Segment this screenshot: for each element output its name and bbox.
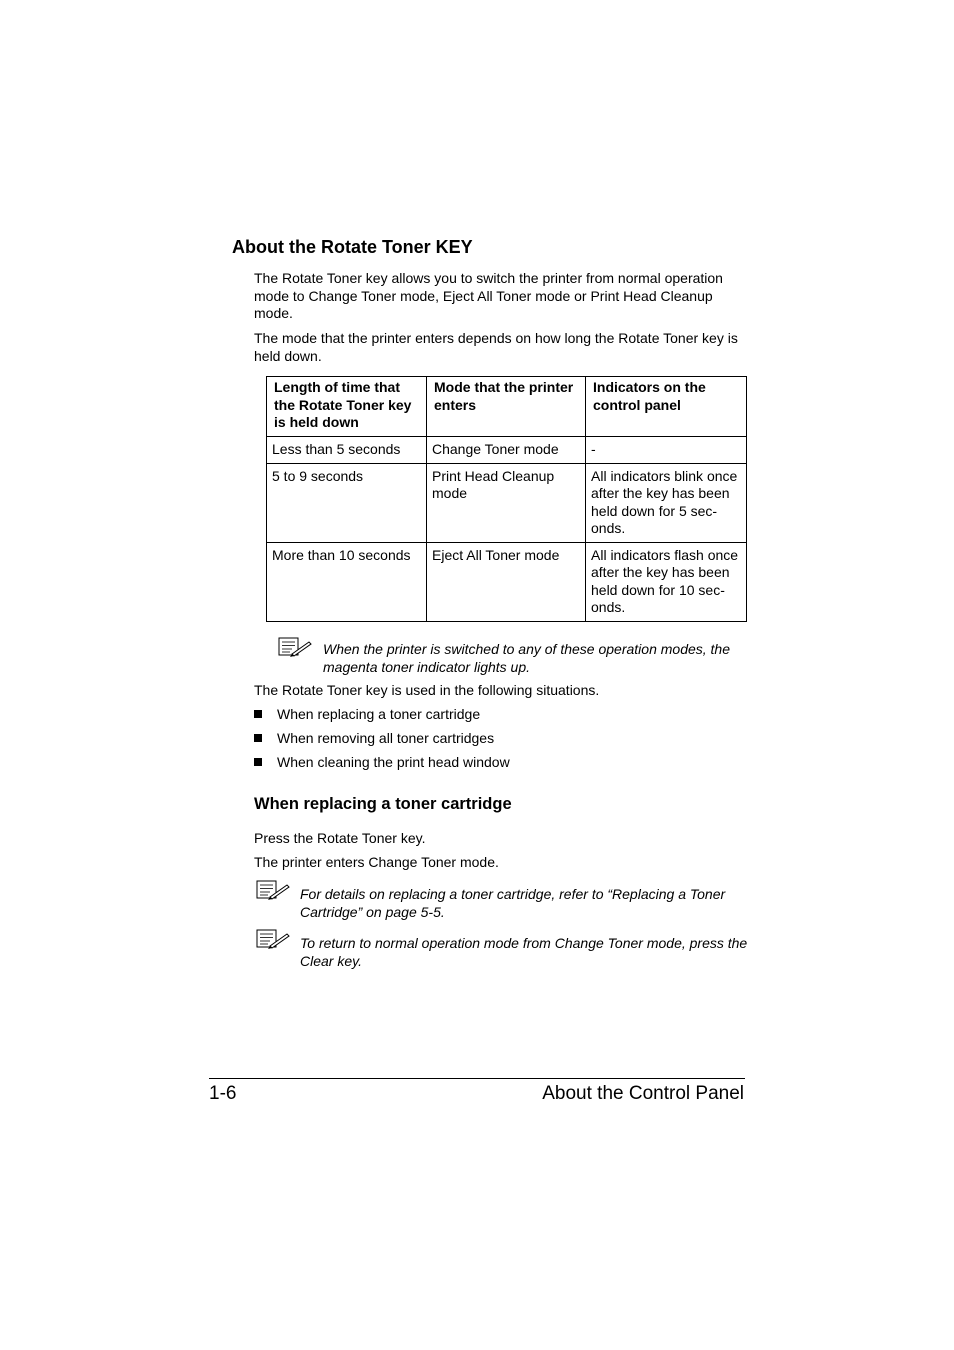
rotate-toner-modes-table: [266, 376, 747, 622]
table-cell: Print Head Cleanup mode: [427, 463, 586, 542]
table-cell: Change Toner mode: [427, 437, 586, 464]
table-header-cell: Length of time that the Rotate Toner key is held down: [267, 377, 427, 437]
list-item-text: When removing all toner cartridges: [277, 730, 495, 746]
note-pencil-icon: [256, 929, 290, 956]
table-row: [267, 463, 747, 542]
chapter-title: About the Control Panel: [542, 1083, 744, 1104]
table-header-cell: Indicators on the control panel: [586, 377, 747, 437]
table-cell: All indicators flash once after the key has been held down for 10 sec-onds.: [586, 542, 747, 621]
note-text: When the printer is switched to any of these operation modes, the magenta toner indicator lights up.: [323, 641, 731, 675]
note-text: To return to normal operation mode from Change Toner mode, press the Clear key.: [300, 935, 748, 969]
subsection-title: When replacing a toner cartridge: [254, 795, 512, 813]
table-header-cell: Mode that the printer enters: [427, 377, 586, 437]
usage-intro: The Rotate Toner key is used in the following situations.: [254, 682, 600, 698]
table-row: [267, 542, 747, 621]
note-pencil-icon: [278, 637, 312, 664]
note-text: For details on replacing a toner cartridge, refer to “Replacing a Toner Cartridge” on page 5-5.: [300, 886, 726, 920]
footer-divider: [209, 1078, 745, 1079]
section-title: About the Rotate Toner KEY: [232, 237, 473, 257]
list-item: [254, 754, 510, 772]
table-cell: Eject All Toner mode: [427, 542, 586, 621]
table-row: [267, 437, 747, 464]
list-item-text: When cleaning the print head window: [277, 754, 510, 770]
intro-paragraph-2: The mode that the printer enters depends on how long the Rotate Toner key is held down.: [254, 330, 738, 364]
table-cell: 5 to 9 seconds: [267, 463, 427, 542]
page-number: 1-6: [209, 1083, 237, 1104]
list-item-text: When replacing a toner cartridge: [277, 706, 481, 722]
note-pencil-icon: [256, 880, 290, 907]
table-cell: All indicators blink once after the key has been held down for 5 sec-onds.: [586, 463, 747, 542]
intro-paragraph-1: The Rotate Toner key allows you to switch the printer from normal operation mode to Change Toner mode, Eject All Toner mode or Print Head Cleanup mode.: [254, 270, 723, 321]
bullet-square-icon: [254, 734, 262, 742]
table-cell: -: [586, 437, 747, 464]
table-cell: Less than 5 seconds: [267, 437, 427, 464]
step-result-text: The printer enters Change Toner mode.: [254, 854, 499, 870]
bullet-square-icon: [254, 758, 262, 766]
list-item: [254, 730, 494, 748]
list-item: [254, 706, 480, 724]
step-text: Press the Rotate Toner key.: [254, 830, 426, 846]
table-cell: More than 10 seconds: [267, 542, 427, 621]
bullet-square-icon: [254, 710, 262, 718]
table-header-row: [267, 377, 747, 437]
